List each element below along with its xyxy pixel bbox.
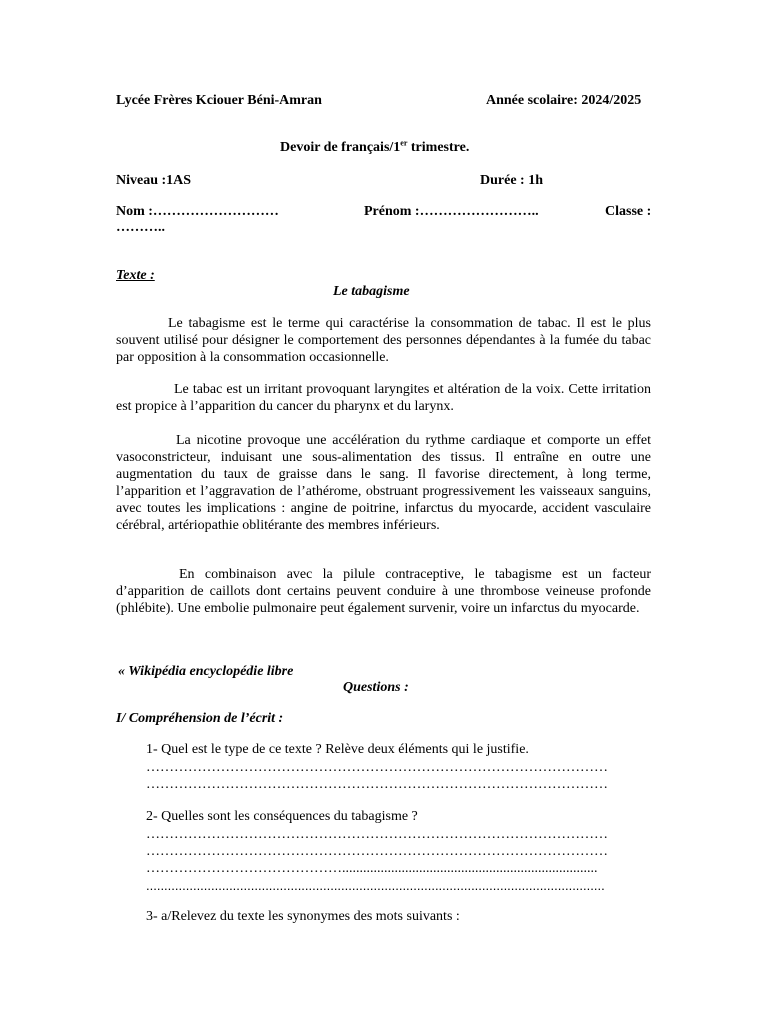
question-3a: 3- a/Relevez du texte les synonymes des mots suivants :	[146, 909, 460, 924]
name-field[interactable]: Nom :………………………	[116, 204, 279, 219]
answer-line[interactable]: ………………………………………………………………………………………	[146, 760, 608, 775]
exam-title-tail: trimestre.	[407, 140, 470, 155]
school-year: Année scolaire: 2024/2025	[486, 93, 642, 108]
questions-heading: Questions :	[343, 680, 409, 695]
exam-title-sup: er	[400, 138, 408, 148]
answer-line[interactable]: …………………………………….........................................................................	[146, 861, 598, 876]
paragraph-3: La nicotine provoque une accélération du rythme cardiaque et comporte un effet vasoconstricteur, induisant une sous-alimentation des tissus. Il entraîne en outre une augmentation du taux de graisse dans le sang. Il favorise directement, à long terme, l’apparition et l’aggravation de l’athérome, obstruant progressivement les vaisseaux sanguins, avec toutes les implications : angine de poitrine, infarctus du myocarde, accident vasculaire cérébral, artériopathie oblitérante des membres inférieurs.	[116, 433, 651, 533]
text-label: Texte :	[116, 268, 155, 283]
question-2: 2- Quelles sont les conséquences du tabagisme ?	[146, 809, 418, 824]
school-name: Lycée Frères Kciouer Béni-Amran	[116, 93, 322, 108]
class-field[interactable]: ………..	[116, 220, 165, 235]
firstname-field[interactable]: Prénom :……………………..	[364, 204, 539, 219]
answer-line[interactable]: ………………………………………………………………………………………	[146, 777, 608, 792]
text-source: « Wikipédia encyclopédie libre	[118, 664, 294, 679]
duration: Durée : 1h	[480, 173, 543, 188]
paragraph-1: Le tabagisme est le terme qui caractérise la consommation de tabac. Il est le plus souvent utilisé pour désigner le comportement des personnes dépendantes à la fumée du tabac par opposition à la consommation occasionnelle.	[116, 316, 651, 365]
question-1: 1- Quel est le type de ce texte ? Relève deux éléments qui le justifie.	[146, 742, 529, 757]
level: Niveau :1AS	[116, 173, 192, 188]
answer-line[interactable]: ...............................................................................................................................	[146, 878, 605, 893]
exam-title	[280, 139, 469, 156]
paragraph-2: Le tabac est un irritant provoquant laryngites et altération de la voix. Cette irritation est propice à l’apparition du cancer du pharynx et du larynx.	[116, 382, 651, 414]
answer-line[interactable]: ………………………………………………………………………………………	[146, 827, 608, 842]
comprehension-heading: I/ Compréhension de l’écrit :	[116, 711, 284, 726]
class-label: Classe :	[605, 204, 652, 219]
text-title: Le tabagisme	[333, 284, 410, 299]
exam-title-main: Devoir de français/1	[280, 140, 401, 155]
answer-line[interactable]: ………………………………………………………………………………………	[146, 844, 608, 859]
paragraph-4: En combinaison avec la pilule contraceptive, le tabagisme est un facteur d’apparition de caillots dont certains peuvent conduire à une thrombose veineuse profonde (phlébite). Une embolie pulmonaire peut également survenir, voire un infarctus du myocarde.	[116, 567, 651, 616]
